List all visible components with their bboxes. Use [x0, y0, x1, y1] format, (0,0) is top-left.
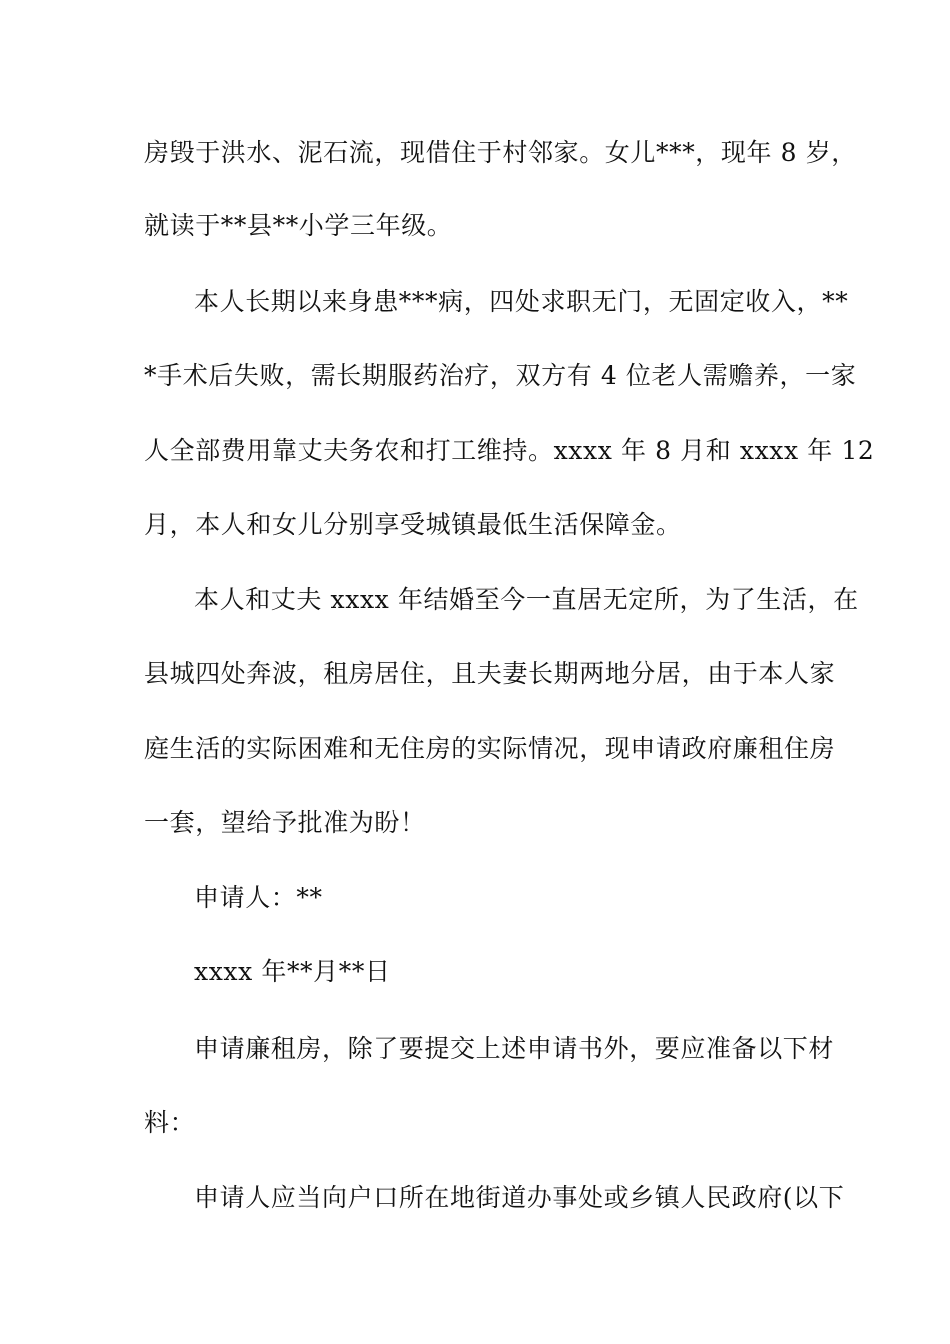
paragraph-line: 一套，望给予批准为盼！ [144, 808, 426, 837]
paragraph-line: 本人长期以来身患***病，四处求职无门，无固定收入，** [194, 287, 849, 316]
paragraph-line: 料： [144, 1108, 196, 1137]
paragraph-line: 本人和丈夫 xxxx 年结婚至今一直居无定所，为了生活，在 [194, 585, 859, 614]
paragraph-line: 人全部费用靠丈夫务农和打工维持。xxxx 年 8 月和 xxxx 年 12 [144, 436, 875, 465]
applicant-signature: 申请人：** [194, 883, 323, 912]
paragraph-line: 申请廉租房，除了要提交上述申请书外，要应准备以下材 [194, 1034, 835, 1063]
paragraph-line: 县城四处奔波，租房居住，且夫妻长期两地分居，由于本人家 [144, 659, 836, 688]
paragraph-line: 月，本人和女儿分别享受城镇最低生活保障金。 [144, 510, 682, 539]
paragraph-line: *手术后失败，需长期服药治疗，双方有 4 位老人需赡养，一家 [144, 361, 857, 390]
paragraph-line: 申请人应当向户口所在地街道办事处或乡镇人民政府(以下 [194, 1183, 845, 1212]
paragraph-line: 庭生活的实际困难和无住房的实际情况，现申请政府廉租住房 [144, 734, 836, 763]
application-date: xxxx 年**月**日 [194, 957, 391, 986]
paragraph-line: 就读于**县**小学三年级。 [144, 211, 453, 240]
paragraph-line: 房毁于洪水、泥石流，现借住于村邻家。女儿***，现年 8 岁， [144, 138, 857, 167]
